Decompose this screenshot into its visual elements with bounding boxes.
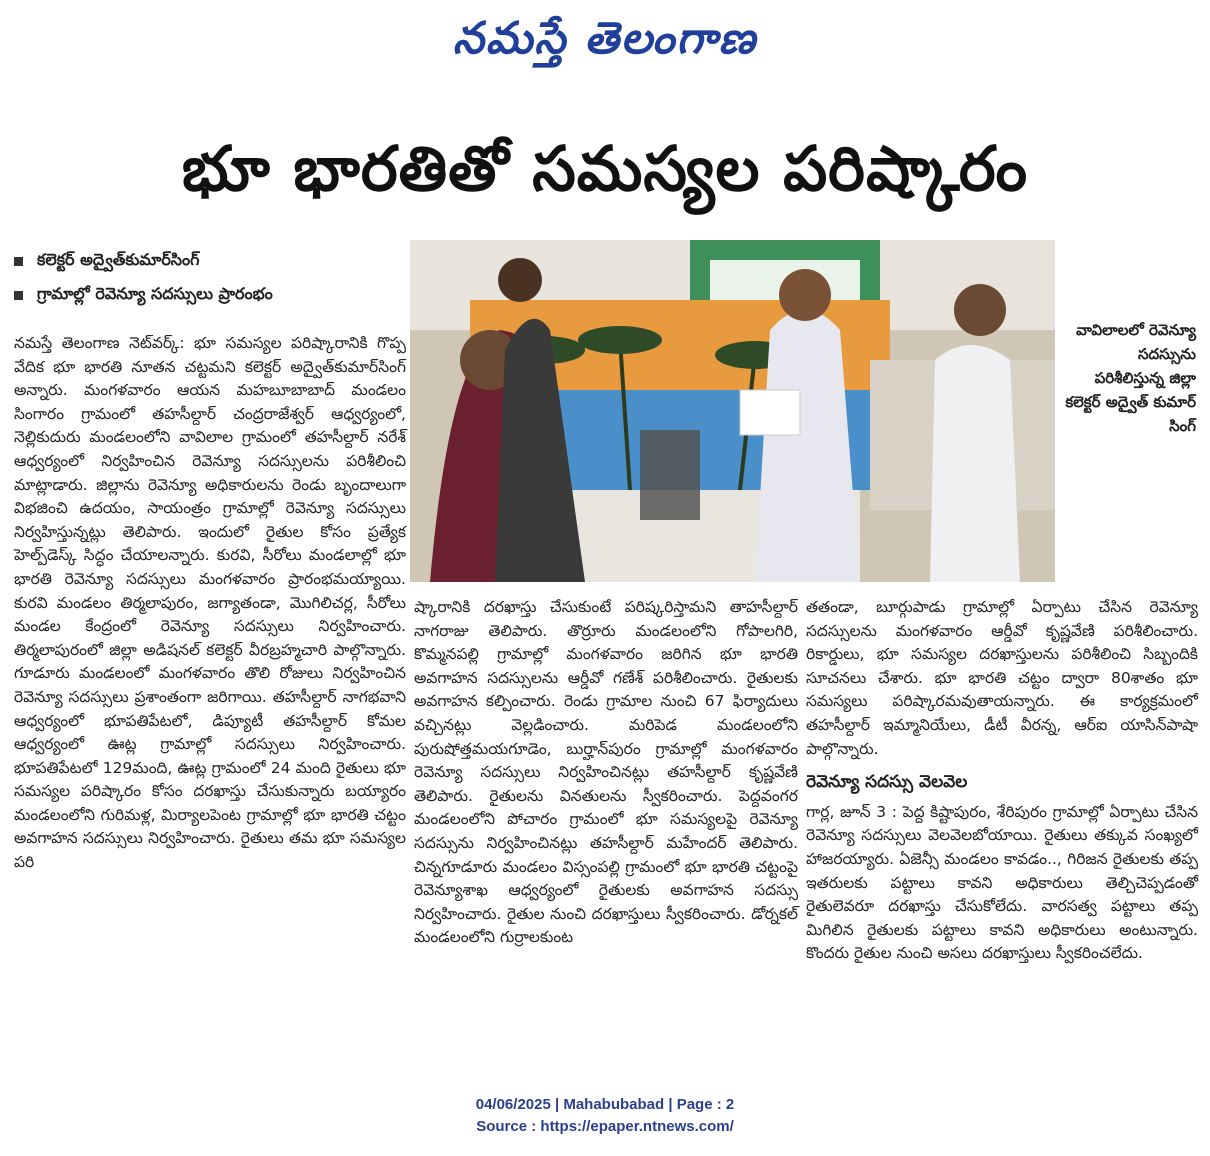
bullet-square-icon [14, 257, 23, 266]
column-3-text: తతండా, బూర్గుపాడు గ్రామాల్లో ఏర్పాటు చేసిన రెవెన్యూ సదస్సులను మంగళవారం ఆర్డీవో కృష్ణవేణి పరిశీలించారు. రికార్డులు, భూ సమస్యల దరఖాస్తులను పరిశీలించి సిబ్బందికి సూచనలు చేశారు. భూ భారతి చట్టం ద్వారా 80శాతం భూ సమస్యలు పరిష్కారమవుతాయన్నారు. ఈ కార్యక్రమంలో తహసీల్దార్ ఇమ్మానియేలు, డీటీ వీరన్న, ఆర్ఐ యాసిన్‌పాషా పాల్గొన్నారు. [806, 598, 1198, 758]
article-highlights [14, 244, 404, 312]
article-column-2: ష్కారానికి దరఖాస్తు చేసుకుంటే పరిష్కరిస్తామని తాహసీల్దార్ నాగరాజు తెలిపారు. తొర్రూరు మండలంలోని గోపాలగిరి, కొమ్మనపల్లి గ్రామాల్లో మంగళవారం జరిగిన భూ భారతి అవగాహన సదస్సులను ఆర్డీవో గణేశ్ పరిశీలించారు. రైతులకు అవగాహన కల్పించారు. రెండు గ్రామాల నుంచి 67 ఫిర్యాదులు వచ్చినట్లు వెల్లడించారు. మరిపెడ మండలంలోని పురుషోత్తమయగూడెం, బుర్హాన్‌పురం గ్రామాల్లో మంగళవారం రెవెన్యూ సదస్సులు నిర్వహించినట్లు తహసీల్దార్ కృష్ణవేణి తెలిపారు. రైతులను వినతులను స్వీకరించారు. పెద్దవంగర మండలంలోని పోచారం గ్రామంలో భూ సమస్యలపై రెవెన్యూ సదస్సును నిర్వహించినట్లు తహసీల్దార్ మహేందర్ తెలిపారు. చిన్నగూడూరు మండలం విస్సంపల్లి గ్రామంలో భూ భారతి చట్టంపై రెవెన్యూశాఖ ఆధ్వర్యంలో రైతులకు అవగాహన సదస్సు నిర్వహించారు. రైతుల నుంచి దరఖాస్తులు స్వీకరించారు. డోర్నకల్ మండలంలోని గుర్రాలకుంట [414, 598, 798, 947]
article-photo [410, 240, 1055, 582]
article-headline: భూ భారతితో సమస్యల పరిష్కారం [181, 132, 1029, 205]
article-column-1: నమస్తే తెలంగాణ నెట్‌వర్క్: భూ సమస్యల పరిష్కారానికి గొప్ప వేదిక భూ భారతి నూతన చట్టమని కలెక్టర్ అద్వైత్‌కుమార్‌సింగ్ అన్నారు. మంగళవారం ఆయన మహబూబాబాద్ మండలం సింగారం గ్రామంలో తహసీల్దార్ చంద్రరాజేశ్వర్ ఆధ్వర్యంలో, నెల్లికుదురు మండలంలోని వావిలాల గ్రామంలో తహసీల్దార్ నరేశ్ ఆధ్వర్యంలో నిర్వహించిన రెవెన్యూ సదస్సులను పరిశీలించి మాట్లాడారు. జిల్లాను రెవెన్యూ అధికారులను రెండు బృందాలుగా విభజించి ఉదయం, సాయంత్రం గ్రామాల్లో రెవెన్యూ సదస్సులు నిర్వహిస్తున్నట్లు తెలిపారు. ఇందులో రైతుల కోసం ప్రత్యేక హెల్ప్‌డెస్క్ సిద్ధం చేయాలన్నారు. కురవి, సీరోలు మండలాల్లో భూ భారతి రెవెన్యూ సదస్సులు మంగళవారం ప్రారంభమయ్యాయి. కురవి మండలం తిర్మలాపురం, జగ్యాతండా, మొగిలిచర్ల, సీరోలు మండల కేంద్రంలో రెవెన్యూ సదస్సులు నిర్వహించారు. తిర్మలాపురంలో జిల్లా అడిషనల్ కలెక్టర్ వీరబ్రహ్మచారి పాల్గొన్నారు. గూడూరు మండలంలో మంగళవారం తొలి రోజులు నిర్వహించిన రెవెన్యూ సదస్సులు ప్రశాంతంగా జరిగాయి. తహసీల్దార్ నాగభవాని ఆధ్వర్యంలో భూపతిపేటలో, డిప్యూటీ తహసీల్దార్ కోమల ఆధ్వర్యంలో ఊట్ల గ్రామాల్లో సదస్సులు నిర్వహించారు. భూపతిపేటలో 129మంది, ఊట్ల గ్రామంలో 24 మంది రైతులు భూ సమస్యల పరిష్కారం కోసం దరఖాస్తు చేసుకున్నారు బయ్యారం మండలంలోని గురిమళ్ల, మిర్యాలపెంట గ్రామాల్లో భూ భారతి చట్టం అవగాహన సదస్సులు నిర్వహించారు. రైతులు తమ భూ సమస్యల పరి [14, 334, 406, 872]
source-link: Source : https://epaper.ntnews.com/ [476, 1118, 734, 1135]
highlight-item [14, 278, 404, 312]
highlight-text: గ్రామాల్లో రెవెన్యూ సదస్సులు ప్రారంభం [37, 283, 273, 303]
revenue-meeting-photo [410, 240, 1055, 582]
article-column-3 [806, 596, 1198, 966]
page-footer [0, 1094, 1210, 1138]
highlight-item [14, 244, 404, 278]
bullet-square-icon [14, 291, 23, 300]
edition-info: 04/06/2025 | Mahabubabad | Page : 2 [475, 1096, 735, 1113]
column-3-subarticle-text: గార్ల, జూన్ 3 : పెద్ద కిష్టాపురం, శేరిపురం గ్రామాల్లో ఏర్పాటు చేసిన రెవెన్యూ సదస్సులు వెలవెలబోయాయి. రైతులు తక్కువ సంఖ్యలో హాజరయ్యారు. ఏజెన్సీ మండలం కావడం.., గిరిజన రైతులకు తప్ప ఇతరులకు పట్టాలు కావని అధికారులు తెల్చిచెప్పడంతో రైతులెవరూ దరఖాస్తు చేసుకోలేదు. వారసత్వ పట్టాలు తప్ప మిగిలిన రైతులకు పట్టాలు కావని అధికారులు అంటున్నారు. కొందరు రైతుల నుంచి అసలు దరఖాస్తులు స్వీకరించలేదు. [806, 802, 1198, 963]
newspaper-masthead: నమస్తే తెలంగాణ [452, 13, 758, 64]
article-subheading: రెవెన్యూ సదస్సు వెలవెల [806, 772, 968, 793]
photo-caption: వావిలాలలో రెవెన్యూ సదస్సును పరిశీలిస్తున్న జిల్లా కలెక్టర్ అద్వైత్ కుమార్ సింగ్ [1065, 321, 1196, 435]
highlight-text: కలెక్టర్ అద్వైత్‌కుమార్‌సింగ్ [37, 249, 200, 269]
